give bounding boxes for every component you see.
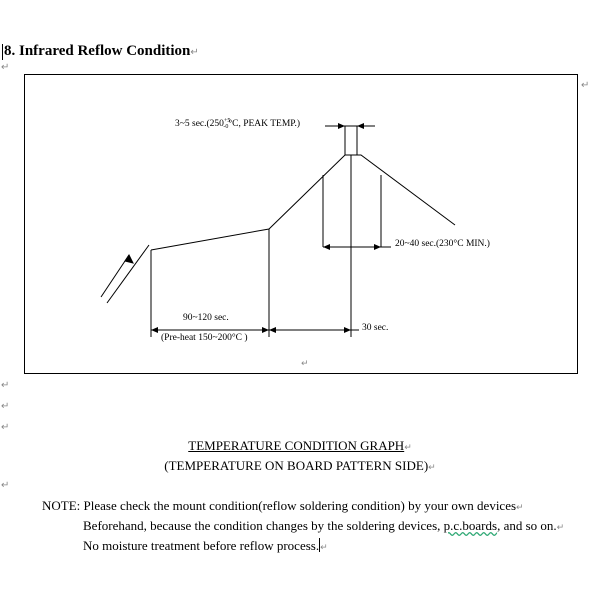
margin-paragraph-mark: ↵ [1, 380, 10, 391]
peak-label-sup: +5 [223, 118, 231, 124]
note-line-2[interactable] [83, 518, 564, 534]
note-line-3-text: No moisture treatment before reflow process. [83, 538, 320, 553]
caption-title-text: TEMPERATURE CONDITION GRAPH [188, 438, 405, 453]
caption-subtitle-text: (TEMPERATURE ON BOARD PATTERN SIDE) [164, 458, 429, 473]
graph-caption-title[interactable] [0, 438, 600, 454]
dimension-arrowhead [269, 327, 276, 333]
note-line-3[interactable] [83, 538, 328, 554]
heating-direction-arrowhead [125, 255, 133, 263]
section-heading-text: 8. Infrared Reflow Condition [4, 43, 191, 59]
paragraph-mark: ↵ [556, 523, 565, 533]
dimension-arrowhead [151, 327, 158, 333]
peak-dwell-box [345, 126, 357, 155]
paragraph-mark: ↵ [301, 359, 309, 369]
margin-paragraph-mark: ↵ [1, 480, 10, 491]
note-line-2-pre: Beforehand, because the condition changes by the soldering devices, [83, 518, 444, 533]
note-line-2-post: , and so on. [497, 518, 557, 533]
graph-caption-subtitle[interactable] [0, 458, 600, 474]
peak-label-sub: -0 [223, 124, 229, 130]
peak-label-post: °C, PEAK TEMP.) [228, 119, 301, 129]
paragraph-mark: ↵ [320, 543, 328, 553]
dimension-arrowhead [344, 327, 351, 333]
spellcheck-flagged-word[interactable]: p.c.boards [443, 518, 498, 533]
peak-label-pre: 3~5 sec.(250 [175, 119, 224, 129]
margin-paragraph-mark: ↵ [1, 401, 10, 412]
reflow-profile-diagram[interactable] [24, 74, 578, 374]
reflow-profile-graph [25, 75, 577, 373]
dimension-arrowhead [374, 244, 381, 250]
margin-paragraph-mark: ↵ [1, 422, 10, 433]
note-line-1-text: NOTE: Please check the mount condition(reflow soldering condition) by your own devices [42, 498, 517, 513]
temperature-profile-line [151, 155, 455, 250]
dimension-arrowhead [323, 244, 330, 250]
dimension-arrowhead [262, 327, 269, 333]
dimension-arrowhead [338, 123, 345, 129]
text-insertion-bar [2, 44, 3, 60]
paragraph-mark: ↵ [581, 80, 590, 91]
paragraph-mark: ↵ [428, 463, 436, 473]
preheat-time-label: 90~120 sec. [183, 313, 229, 323]
above-230-label: 20~40 sec.(230°C MIN.) [395, 239, 490, 249]
note-line-1[interactable] [42, 498, 524, 514]
paragraph-mark: ↵ [404, 443, 412, 453]
ramp-time-label: 30 sec. [362, 323, 389, 333]
paragraph-mark: ↵ [516, 503, 524, 513]
section-heading[interactable] [4, 43, 199, 60]
peak-temp-label [175, 119, 300, 129]
dimension-arrowhead [357, 123, 364, 129]
preheat-temp-label: (Pre-heat 150~200°C ) [161, 333, 248, 343]
margin-paragraph-mark: ↵ [1, 62, 10, 73]
paragraph-mark: ↵ [190, 47, 199, 58]
heating-direction-line-2 [107, 245, 149, 303]
